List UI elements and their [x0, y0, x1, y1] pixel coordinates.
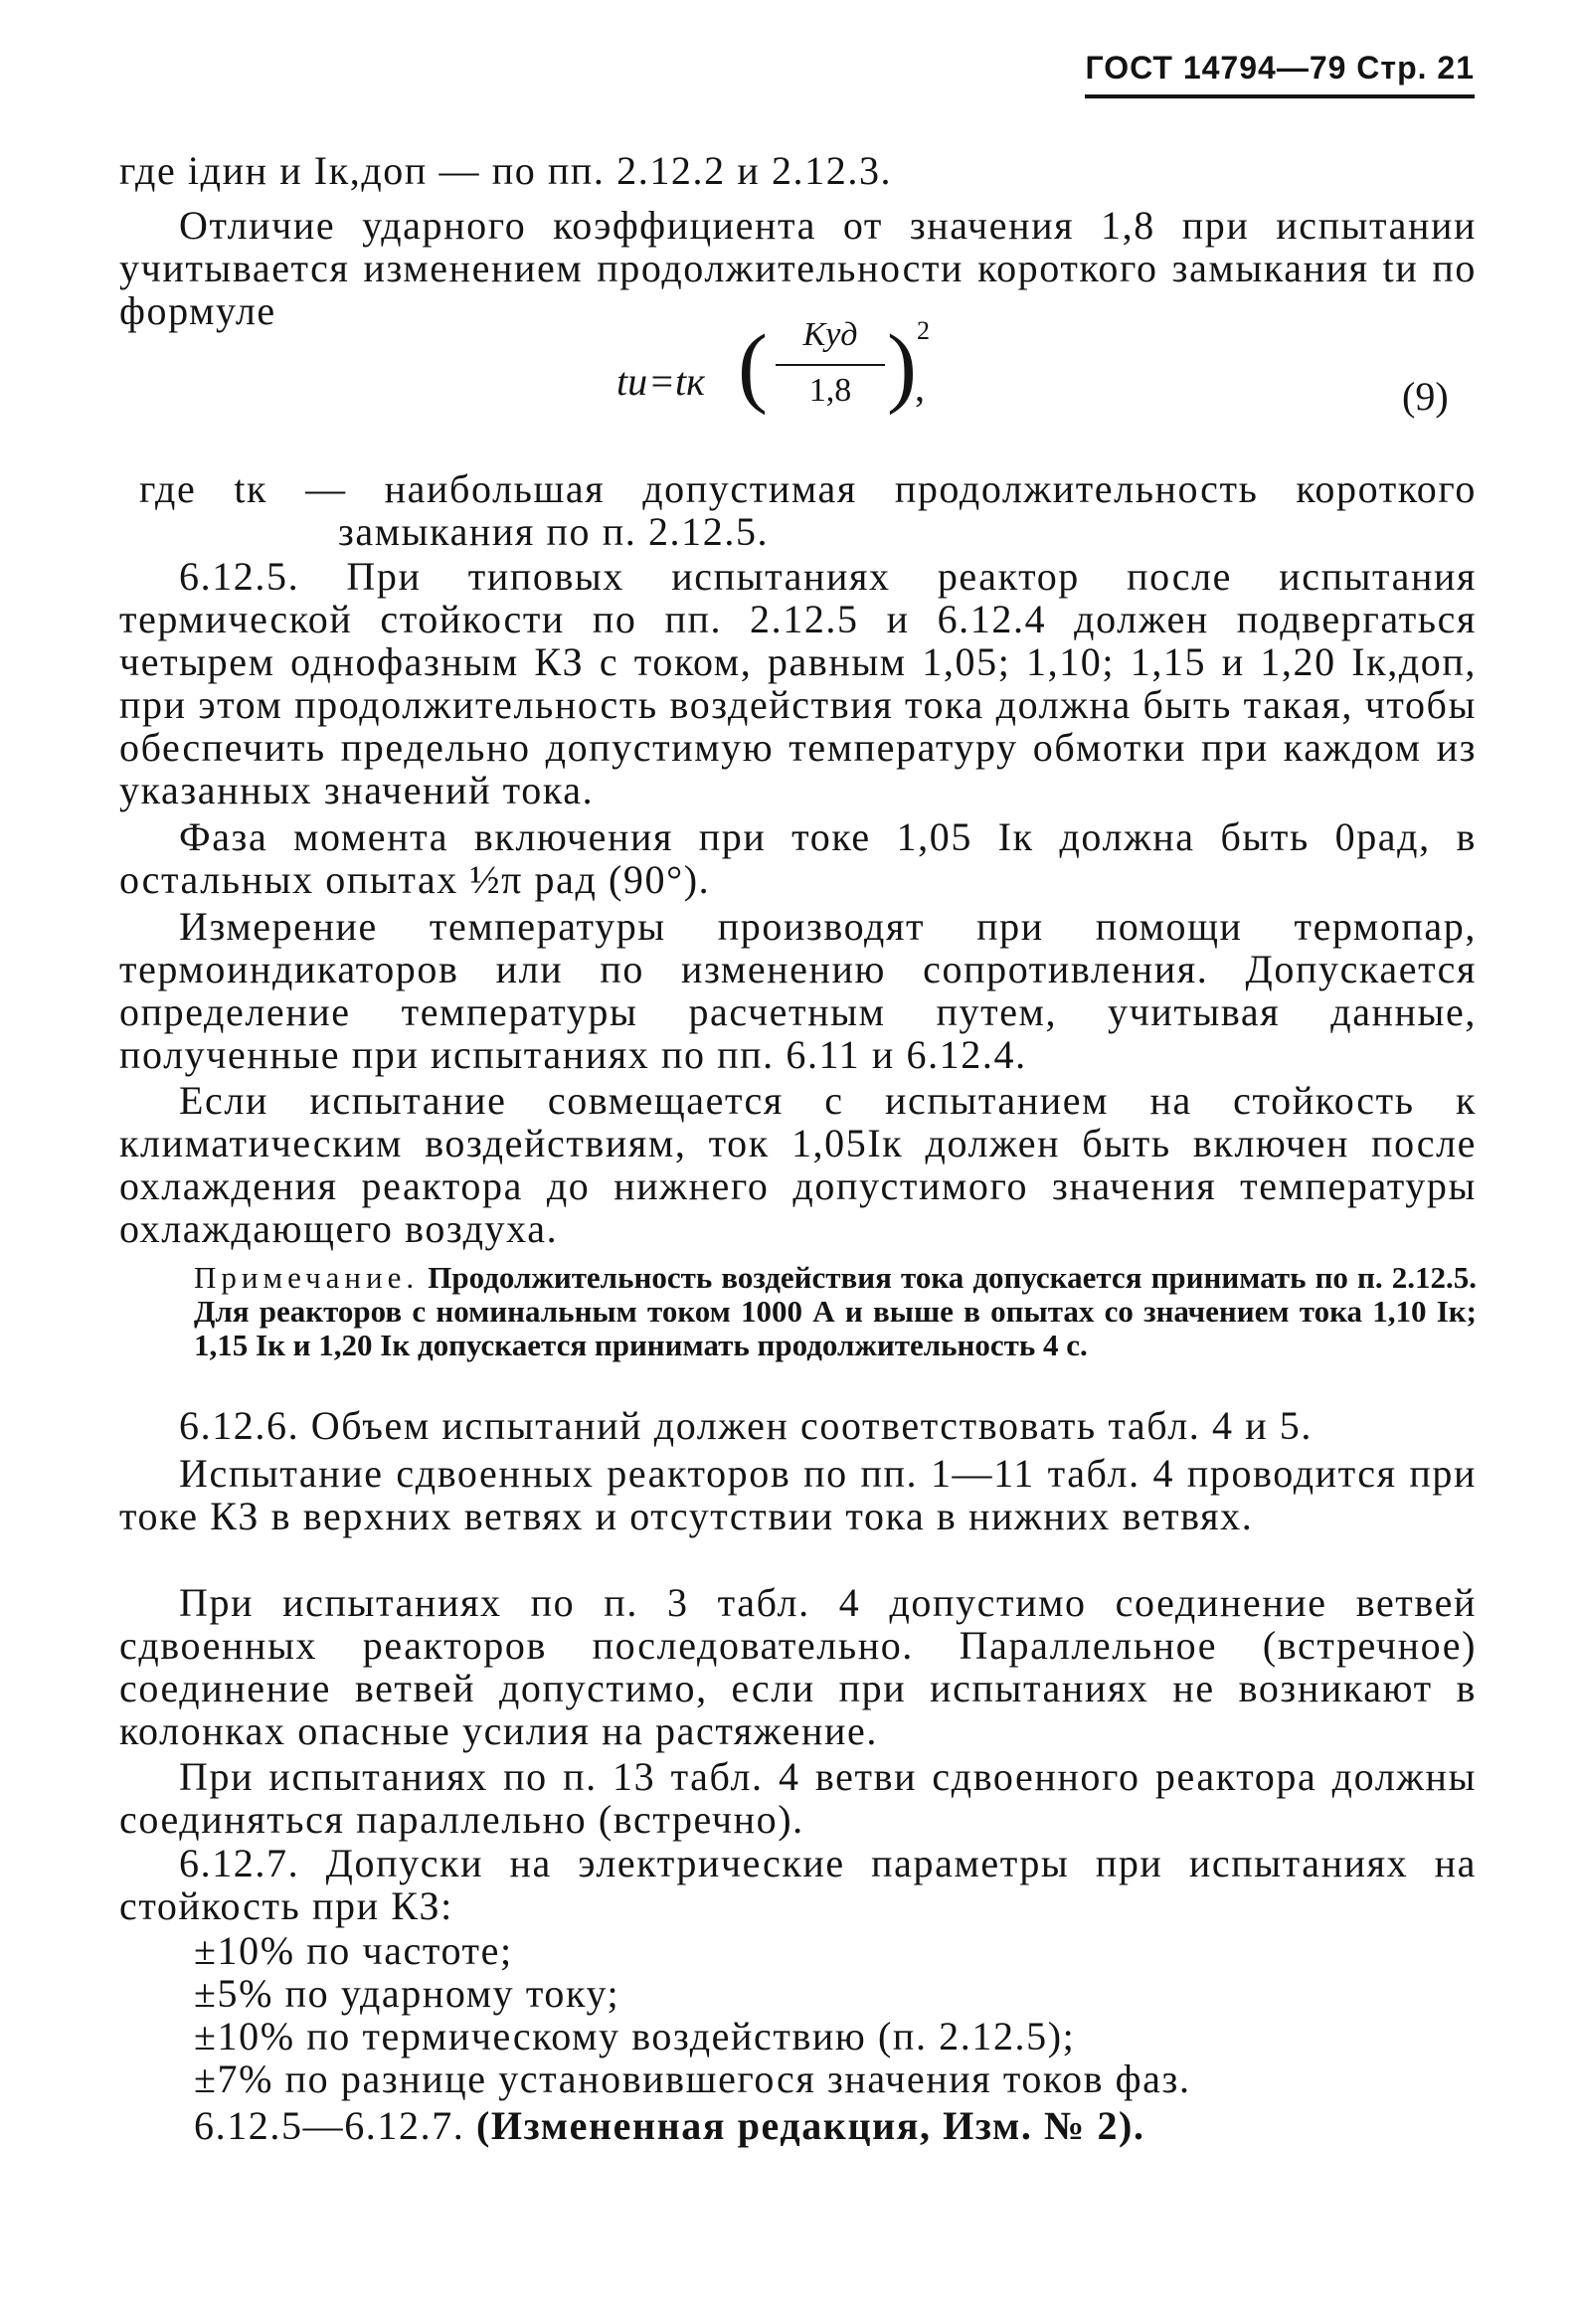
- formula-right-paren: ): [887, 317, 917, 416]
- page-header: ГОСТ 14794—79 Стр. 21: [1085, 50, 1475, 98]
- paragraph-item-3: При испытаниях по п. 3 табл. 4 допустимо соединение ветвей сдвоенных реакторов последовательно. Параллельное (встречное) соединение ветвей допустимо, если при испытаниях не возникают в колонках опасные усилия на растяжение.: [119, 1580, 1477, 1753]
- tolerance-item: ±10% по термическому воздействию (п. 2.12.5);: [194, 2014, 1076, 2058]
- formula-denominator: 1,8: [808, 372, 852, 409]
- amendment-line: [194, 2104, 1477, 2147]
- paragraph-6-12-5: 6.12.5. При типовых испытаниях реактор после испытания термической стойкости по пп. 2.12.5 и 6.12.4 должен подвергаться четырем однофазным КЗ с током, равным 1,05; 1,10; 1,15 и 1,20 Iк,доп, при этом продолжительность воздействия тока должна быть такая, чтобы обеспечить предельно допустимую температуру обмотки при каждом из указанных значений тока.: [119, 554, 1477, 812]
- note-label: Примечание.: [194, 1260, 420, 1295]
- amendment-text: (Измененная редакция, Изм. № 2).: [476, 2103, 1145, 2148]
- note-text: Продолжительность воздействия тока допускается принимать по п. 2.12.5. Для реакторов с номинальным током 1000 А и выше в опытах со значением тока 1,10 Iк; 1,15 Iк и 1,20 Iк допускается принимать продолжительность 4 с.: [194, 1260, 1478, 1362]
- note-block: [194, 1261, 1477, 1362]
- formula-trailing-comma: ,: [915, 365, 925, 410]
- formula-number: (9): [1402, 374, 1449, 419]
- tolerance-item: ±7% по разнице установившегося значения токов фаз.: [194, 2056, 1191, 2101]
- formula-lhs: tи: [616, 359, 648, 404]
- paragraph-shock-coefficient: Отличие ударного коэффициента от значения 1,8 при испытании учитывается изменением продолжительности короткого замыкания tи по формуле: [119, 203, 1477, 333]
- formula-fraction-bar: [776, 364, 885, 366]
- formula-left-paren: (: [738, 317, 768, 416]
- paragraph-item-13: При испытаниях по п. 13 табл. 4 ветви сдвоенного реактора должны соединяться параллельно (встречно).: [119, 1754, 1477, 1842]
- paragraph-climatic: Если испытание совмещается с испытанием на стойкость к климатическим воздействиям, ток 1,05Iк должен быть включен после охлаждения реактора до нижнего допустимого значения температуры охлаждающего воздуха.: [119, 1078, 1477, 1251]
- where-clause-1: где iдин и Iк,доп — по пп. 2.12.2 и 2.12.3.: [119, 148, 893, 193]
- formula-rhs-prefix: =tк: [648, 359, 705, 404]
- paragraph-dual-reactors: Испытание сдвоенных реакторов по пп. 1—11 табл. 4 проводится при токе КЗ в верхних ветвях и отсутствии тока в нижних ветвях.: [119, 1451, 1477, 1538]
- tolerance-item: ±5% по ударному току;: [194, 1971, 620, 2016]
- paragraph-6-12-7: 6.12.7. Допуски на электрические параметры при испытаниях на стойкость при КЗ:: [119, 1841, 1477, 1928]
- paragraph-phase: Фаза момента включения при токе 1,05 Iк должна быть 0рад, в остальных опытах ½π рад (90°).: [119, 814, 1477, 902]
- formula-exponent: 2: [917, 316, 930, 345]
- formula-9: [616, 316, 935, 436]
- tolerance-list: [194, 1929, 1477, 2100]
- tolerance-item: ±10% по частоте;: [194, 1928, 513, 1973]
- formula-numerator: Kуд: [802, 316, 858, 353]
- amendment-ref: 6.12.5—6.12.7.: [194, 2103, 465, 2148]
- paragraph-6-12-6: 6.12.6. Объем испытаний должен соответствовать табл. 4 и 5.: [179, 1403, 1314, 1448]
- where-clause-2: где tк — наибольшая допустимая продолжительность короткого замыкания по п. 2.12.5.: [139, 466, 1477, 554]
- paragraph-temperature-measurement: Измерение температуры производят при помощи термопар, термоиндикаторов или по изменению сопротивления. Допускается определение температуры расчетным путем, учитывая данные, полученные при испытаниях по пп. 6.11 и 6.12.4.: [119, 904, 1477, 1077]
